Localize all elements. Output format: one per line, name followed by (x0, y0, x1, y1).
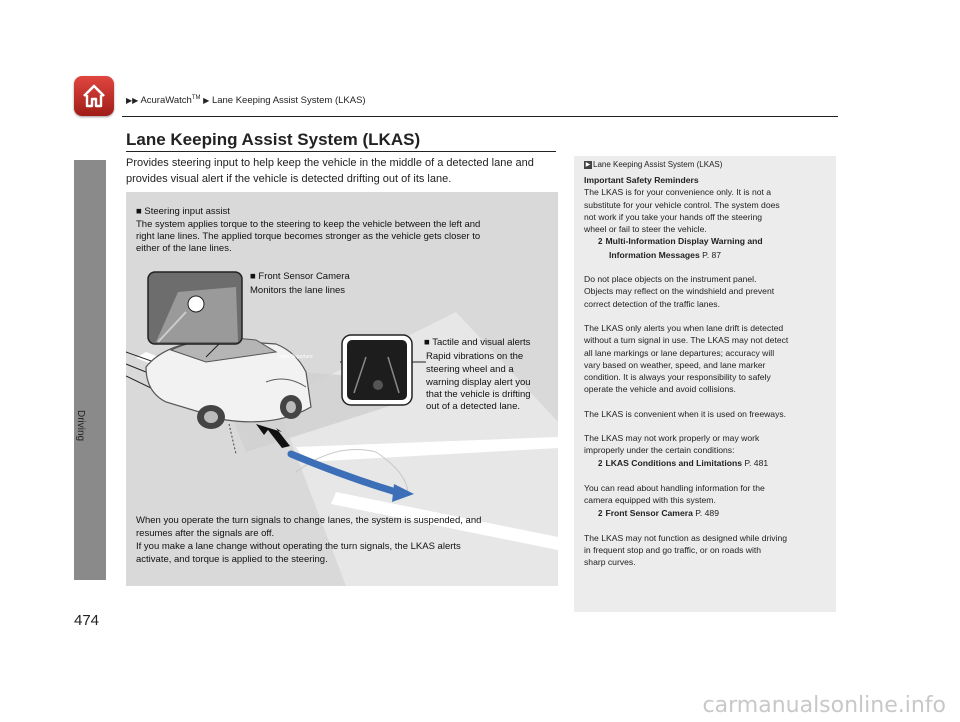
link-msg-display[interactable]: 2 Multi-Information Display Warning and (598, 236, 763, 247)
notes-line: without a turn signal in use. The LKAS may not detect (584, 335, 789, 346)
display-label: Lane Departure (278, 354, 313, 360)
breadcrumb-acurawatch[interactable]: AcuraWatch™ (140, 95, 201, 107)
steering-text-1: The system applies torque to the steering to keep the vehicle between the left and (136, 219, 481, 230)
notes-heading: Important Safety Reminders (584, 175, 699, 185)
tactile-line: Rapid vibrations on the (426, 351, 524, 362)
notes-line: substitute for your vehicle control. The system does (584, 199, 780, 210)
breadcrumb-current: Lane Keeping Assist System (LKAS) (211, 95, 366, 107)
tactile-line: that the vehicle is drifting (426, 389, 531, 400)
title-rule (126, 151, 556, 152)
header-rule (122, 116, 838, 117)
page-title: Lane Keeping Assist System (LKAS) (126, 130, 421, 149)
notes-line: The LKAS is for your convenience only. It is not a (584, 187, 772, 198)
bottom-line: resumes after the signals are off. (136, 528, 275, 539)
notes-line: improperly under the certain conditions: (584, 445, 735, 456)
home-icon (81, 83, 107, 109)
watermark: carmanualsonline.info (702, 693, 946, 718)
notes-reference: ▶ Lane Keeping Assist System (LKAS) (585, 160, 723, 169)
tactile-line: warning display alert you (426, 377, 531, 388)
link-front-sensor-camera[interactable]: 2 Front Sensor Camera P. 489 (598, 507, 719, 518)
notes-line: Objects may reflect on the windshield and prevent (584, 286, 775, 297)
camera-inset (148, 272, 242, 357)
link-lkas-conditions[interactable]: 2 LKAS Conditions and Limitations P. 481 (598, 457, 769, 468)
bottom-line: activate, and torque is applied to the steering. (136, 554, 328, 565)
breadcrumb-arrow-icon: ▶▶ (126, 96, 139, 106)
chevron-icon: ▶ (585, 162, 591, 168)
notes-line: all lane markings or lane departures; accuracy will (584, 347, 775, 358)
section-tab-label: Driving (75, 410, 86, 442)
steering-text-2: right lane lines. The applied torque becomes stronger as the vehicle gets closer to (136, 231, 481, 242)
breadcrumb (126, 95, 366, 106)
notes-line: correct detection of the traffic lanes. (584, 298, 720, 309)
notes-line: You can read about handling information for the (584, 482, 765, 493)
section-tab-bar (74, 160, 106, 580)
steering-text-3: either of the lane lines. (136, 243, 232, 254)
notes-line: sharp curves. (584, 557, 636, 568)
bottom-line: If you make a lane change without operating the turn signals, the LKAS alerts (136, 541, 461, 552)
home-button[interactable] (74, 76, 114, 116)
notes-line: The LKAS may not work properly or may work (584, 433, 760, 444)
notes-line: wheel or fail to steer the vehicle. (584, 224, 707, 235)
link-msg-display-2[interactable]: Information Messages P. 87 (609, 249, 722, 260)
notes-line: in frequent stop and go traffic, or on roads with (584, 545, 762, 556)
notes-line: Do not place objects on the instrument panel. (584, 274, 757, 285)
bottom-line: When you operate the turn signals to change lanes, the system is suspended, and (136, 515, 482, 526)
page-number: 474 (74, 612, 100, 629)
intro-paragraph: Provides steering input to help keep the vehicle in the middle of a detected lane and provides visual alert if the vehicle is detected drifting out of its lane. (126, 157, 534, 185)
notes-panel (574, 156, 836, 612)
notes-line: camera equipped with this system. (584, 495, 716, 506)
tactile-line: out of a detected lane. (426, 401, 521, 412)
camera-text: Monitors the lane lines (250, 285, 346, 296)
notes-line: The LKAS is convenient when it is used on freeways. (584, 408, 787, 419)
notes-line: not work if you take your hands off the steering (584, 211, 763, 222)
tactile-line: steering wheel and a (426, 364, 514, 375)
steering-heading: ■ Steering input assist (136, 206, 230, 217)
notes-line: The LKAS only alerts you when lane drift is detected (584, 322, 784, 333)
tactile-heading: ■ Tactile and visual alerts (424, 337, 531, 348)
notes-line: vary based on weather, speed, and lane marker (584, 359, 766, 370)
camera-heading: ■ Front Sensor Camera (250, 271, 350, 282)
breadcrumb-arrow-icon: ▶ (203, 96, 210, 106)
notes-line: condition. It is always your responsibility to safely (584, 372, 771, 383)
notes-line: operate the vehicle and avoid collisions. (584, 384, 736, 395)
lkas-illustration (126, 192, 558, 586)
notes-line: The LKAS may not function as designed while driving (584, 532, 788, 543)
